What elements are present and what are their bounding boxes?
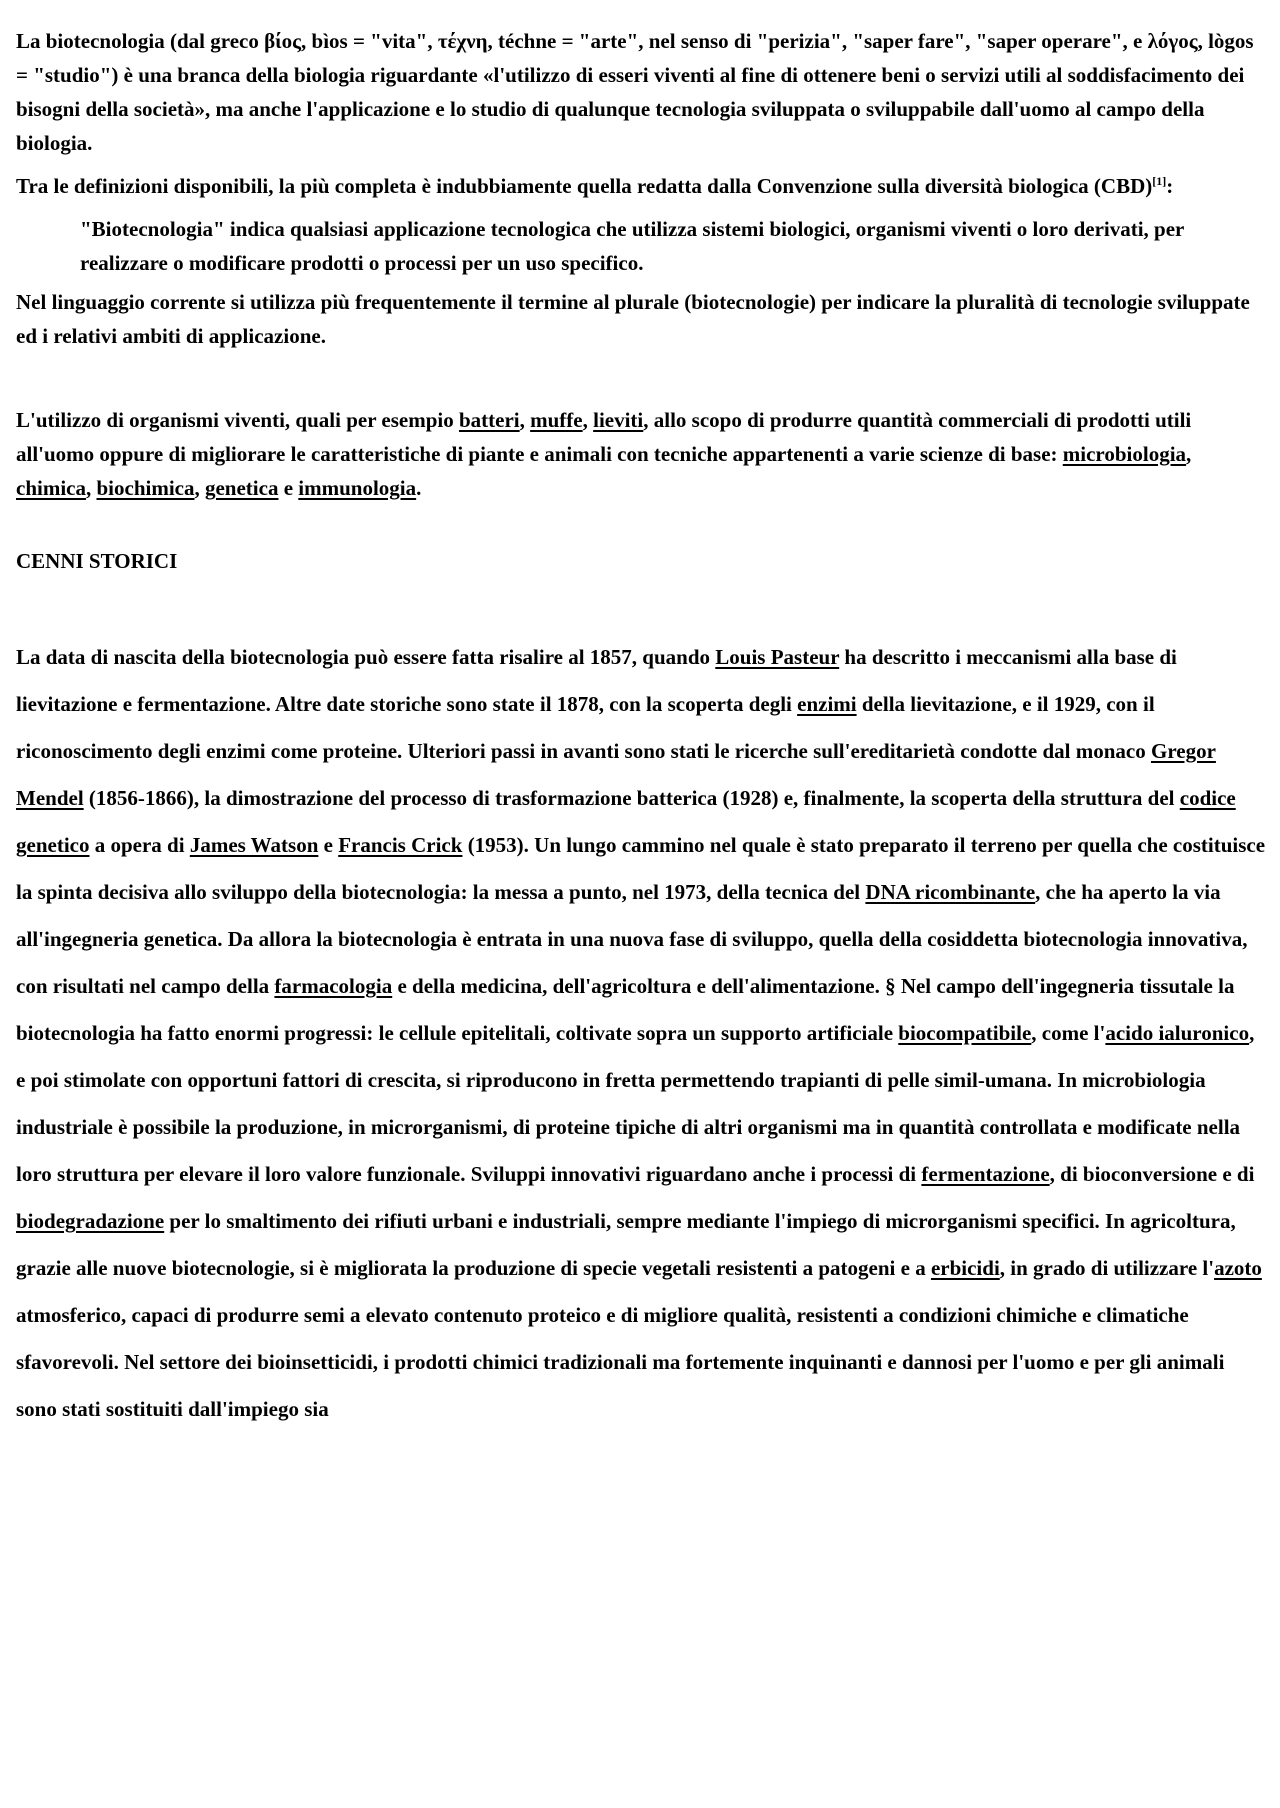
- link-microbiologia[interactable]: microbiologia: [1062, 442, 1187, 466]
- history-text: , e poi stimolate con opportuni fattori di crescita, si riproducono in fretta permettendo trapianti di pelle simil-umana. In microbiologia industriale è possibile la produzione, in microrganismi, di proteine tipiche di altri organismi ma in quantità controllata e modificate nella loro struttura per elevare il loro valore funzionale. Sviluppi innovativi riguardano anche i processi di: [16, 1021, 1255, 1186]
- history-text: , in grado di utilizzare l': [999, 1256, 1215, 1280]
- blockquote: "Biotecnologia" indica qualsiasi applicazione tecnologica che utilizza sistemi biologici, organismi viventi o loro derivati, per realizzare o modificare prodotti o processi per un uso specifico.: [80, 217, 1184, 275]
- link-codice-genetico[interactable]: codice genetico: [16, 786, 1236, 857]
- intro-text: La biotecnologia (dal greco: [16, 29, 265, 53]
- history-text: della lievitazione, e il 1929, con il riconoscimento degli enzimi come proteine. Ulteriori passi in avanti sono stati le ricerche sull'ereditarietà condotte dal monaco: [16, 692, 1155, 763]
- intro-text: , lògos = "studio") è una branca della biologia riguardante «l'utilizzo di esseri viventi al fine di ottenere beni o servizi utili al soddisfacimento dei bisogni della società», ma anche l'applicazione e lo studio di qualunque tecnologia sviluppata o sviluppabile dall'uomo al campo della biologia.: [16, 29, 1254, 155]
- organisms-text: , allo scopo di produrre quantità commerciali di prodotti utili all'uomo oppure di migliorare le caratteristiche di piante e animali con tecniche appartenenti a varie scienze di base:: [16, 408, 1192, 466]
- history-text: , che ha aperto la via all'ingegneria genetica. Da allora la biotecnologia è entrata in una nuova fase di sviluppo, quella della cosiddetta biotecnologia innovativa, con risultati nel campo della: [16, 880, 1248, 998]
- link-gregor-mendel[interactable]: Gregor Mendel: [16, 739, 1216, 810]
- link-james-watson[interactable]: James Watson: [189, 833, 319, 857]
- link-azoto[interactable]: azoto: [1214, 1256, 1262, 1280]
- link-genetica[interactable]: genetica: [204, 476, 279, 500]
- greek-bios: βίος: [264, 29, 302, 53]
- separator: ,: [519, 408, 531, 432]
- definition-colon: :: [1166, 174, 1174, 198]
- organisms-text: .: [416, 476, 422, 500]
- history-text: ha descritto i meccanismi alla base di lievitazione e fermentazione. Altre date storiche sono state il 1878, con la scoperta degli: [16, 645, 1177, 716]
- usage-paragraph: Nel linguaggio corrente si utilizza più frequentemente il termine al plurale (biotecnologie) per indicare la pluralità di tecnologie sviluppate ed i relativi ambiti di applicazione.: [16, 290, 1250, 348]
- link-batteri[interactable]: batteri: [458, 408, 520, 432]
- link-immunologia[interactable]: immunologia: [298, 476, 417, 500]
- history-text: , come l': [1031, 1021, 1106, 1045]
- organisms-paragraph: [16, 403, 1268, 505]
- link-enzimi[interactable]: enzimi: [797, 692, 857, 716]
- section-heading: CENNI STORICI: [16, 549, 178, 573]
- intro-text: , bìos = "vita",: [301, 29, 438, 53]
- link-lieviti[interactable]: lieviti: [593, 408, 644, 432]
- history-paragraph: [16, 634, 1268, 1433]
- link-louis-pasteur[interactable]: Louis Pasteur: [715, 645, 840, 669]
- link-erbicidi[interactable]: erbicidi: [930, 1256, 1000, 1280]
- link-dna-ricombinante[interactable]: DNA ricombinante: [865, 880, 1036, 904]
- intro-paragraph: [16, 24, 1268, 160]
- separator: ,: [194, 476, 205, 500]
- separator: ,: [1186, 442, 1192, 466]
- history-text: per lo smaltimento dei rifiuti urbani e industriali, sempre mediante l'impiego di microrganismi specifici. In agricoltura, grazie alle nuove biotecnologie, si è migliorata la produzione di specie vegetali resistenti a patogeni e a: [16, 1209, 1236, 1280]
- separator: ,: [582, 408, 594, 432]
- history-text: (1856-1866), la dimostrazione del processo di trasformazione batterica (1928) e, finalmente, la scoperta della struttura del: [83, 786, 1180, 810]
- link-farmacologia[interactable]: farmacologia: [274, 974, 393, 998]
- organisms-text: e: [278, 476, 299, 500]
- intro-text: , téchne = "arte", nel senso di "perizia", "saper fare", "saper operare", e: [487, 29, 1148, 53]
- organisms-text: L'utilizzo di organismi viventi, quali per esempio: [16, 408, 459, 432]
- history-text: (1953). Un lungo cammino nel quale è stato preparato il terreno per quella che costituisce la spinta decisiva allo sviluppo della biotecnologia: la messa a punto, nel 1973, della tecnica del: [16, 833, 1266, 904]
- greek-techne: τέχνη: [437, 29, 488, 53]
- link-biocompatibile[interactable]: biocompatibile: [898, 1021, 1032, 1045]
- definition-text: Tra le definizioni disponibili, la più completa è indubbiamente quella redatta dalla Convenzione sulla diversità biologica (CBD): [16, 174, 1153, 198]
- history-text: a opera di: [89, 833, 190, 857]
- history-text: atmosferico, capaci di produrre semi a elevato contenuto proteico e di migliore qualità, resistenti a condizioni chimiche e climatiche sfavorevoli. Nel settore dei bioinsetticidi, i prodotti chimici tradizionali ma fortemente inquinanti e dannosi per l'uomo e per gli animali sono stati sostituiti dall'impiego sia: [16, 1303, 1225, 1421]
- footnote-ref[interactable]: [1]: [1152, 174, 1167, 188]
- link-acido-ialuronico[interactable]: acido ialuronico: [1105, 1021, 1250, 1045]
- greek-logos: λόγος: [1147, 29, 1198, 53]
- separator: ,: [85, 476, 97, 500]
- link-muffe[interactable]: muffe: [530, 408, 583, 432]
- history-text: La data di nascita della biotecnologia può essere fatta risalire al 1857, quando: [16, 645, 716, 669]
- link-chimica[interactable]: chimica: [16, 476, 86, 500]
- link-biochimica[interactable]: biochimica: [96, 476, 195, 500]
- history-text: , di bioconversione e di: [1049, 1162, 1255, 1186]
- history-text: e della medicina, dell'agricoltura e dell'alimentazione. § Nel campo dell'ingegneria tissutale la biotecnologia ha fatto enormi progressi: le cellule epitelitali, coltivate sopra un supporto artificiale: [16, 974, 1235, 1045]
- definition-paragraph: [16, 169, 1268, 203]
- link-francis-crick[interactable]: Francis Crick: [338, 833, 463, 857]
- link-fermentazione[interactable]: fermentazione: [921, 1162, 1050, 1186]
- history-text: e: [318, 833, 339, 857]
- link-biodegradazione[interactable]: biodegradazione: [16, 1209, 165, 1233]
